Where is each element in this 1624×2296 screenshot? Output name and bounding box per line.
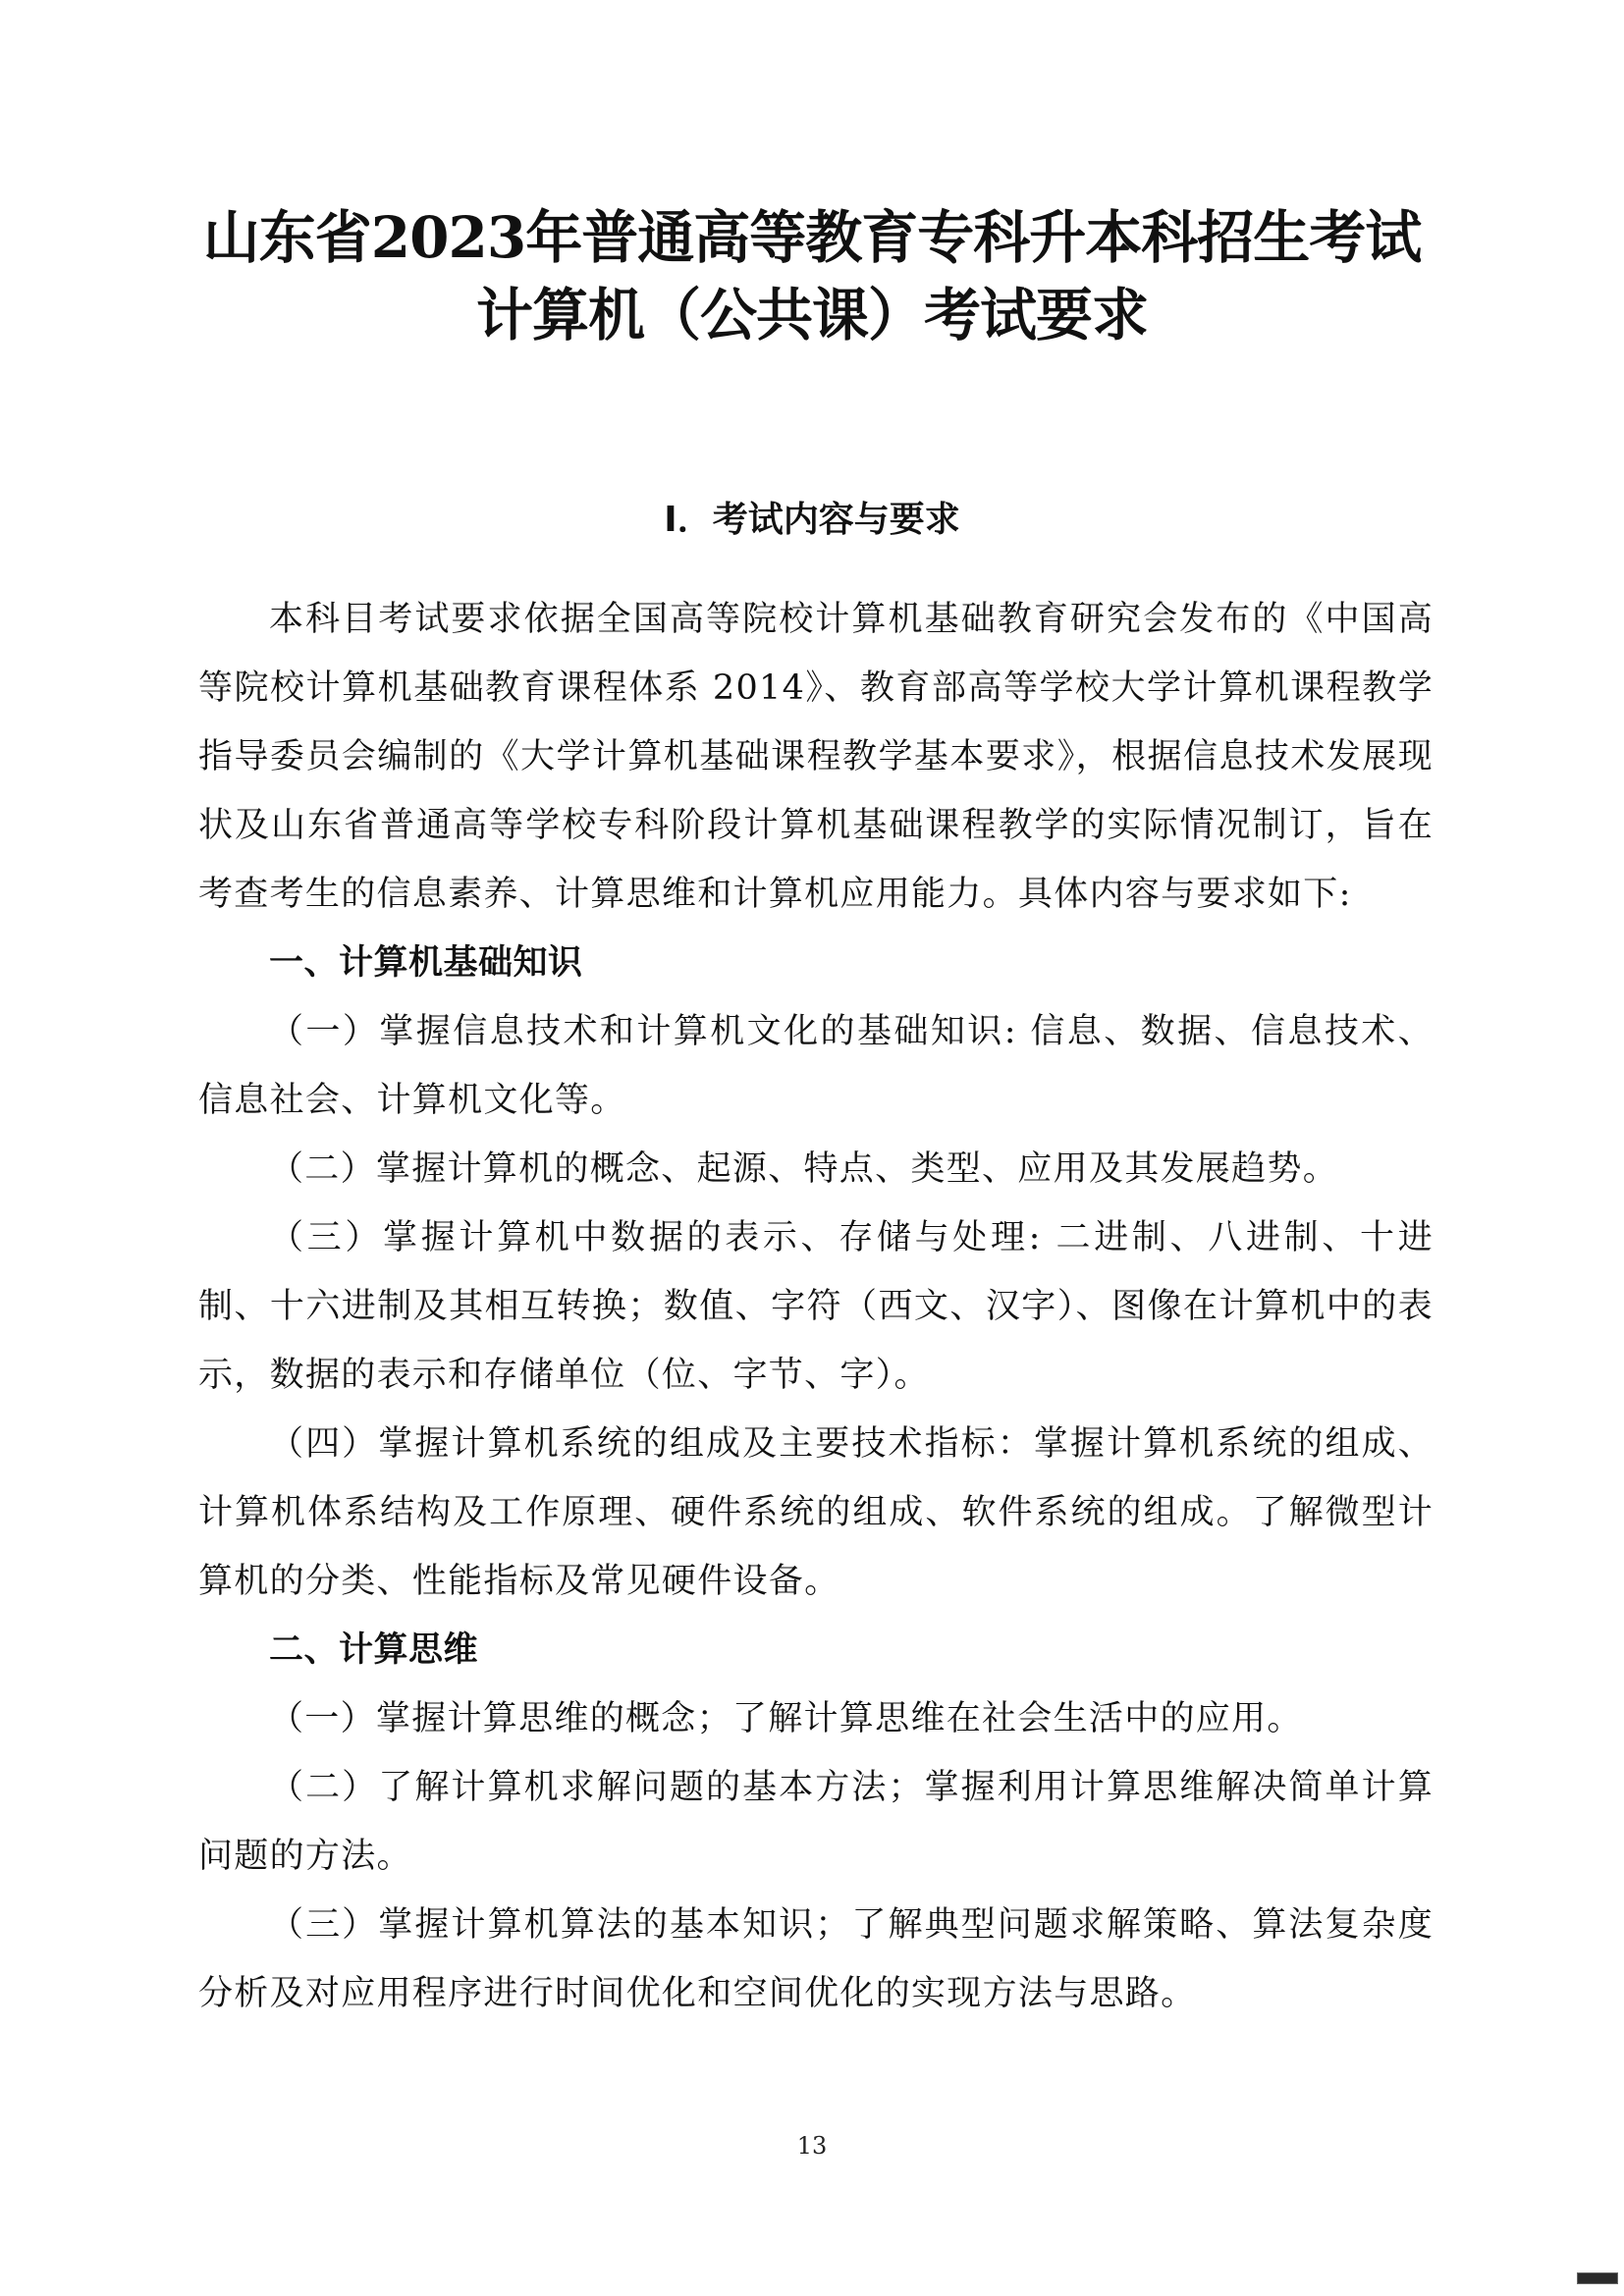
list-item-basics-4: （四）掌握计算机系统的组成及主要技术指标：掌握计算机系统的组成、计算机体系结构及工作原理、硬件系统的组成、软件系统的组成。了解微型计算机的分类、性能指标及常见硬件设备。 xyxy=(198,1424,1434,1601)
list-item-basics-1: （一）掌握信息技术和计算机文化的基础知识: 信息、数据、信息技术、信息社会、计算机文化等。 xyxy=(198,1012,1434,1120)
list-item-thinking-3: （三）掌握计算机算法的基本知识；了解典型问题求解策略、算法复杂度分析及对应用程序进行时间优化和空间优化的实现方法与思路。 xyxy=(198,1905,1434,2013)
document-title-line-1: 山东省2023年普通高等教育专科升本科招生考试 xyxy=(202,204,1422,271)
section-heading: I．考试内容与要求 xyxy=(664,500,960,540)
section-heading-basics: 一、计算机基础知识 xyxy=(269,943,583,983)
document-body xyxy=(198,585,1434,2028)
intro-paragraph: 本科目考试要求依据全国高等院校计算机基础教育研究会发布的《中国高等院校计算机基础教育课程体系 2014》、教育部高等学校大学计算机课程教学指导委员会编制的《大学计算机基础课程教学基本要求》，根据信息技术发展现状及山东省普通高等学校专科阶段计算机基础课程教学的实际情况制订，旨在考查考生的信息素养、计算思维和计算机应用能力。具体内容与要求如下: xyxy=(198,600,1434,914)
section-heading-thinking: 二、计算思维 xyxy=(269,1630,479,1670)
list-item-thinking-2: （二）了解计算机求解问题的基本方法；掌握利用计算思维解决简单计算问题的方法。 xyxy=(198,1768,1434,1876)
list-item-basics-2: （二）掌握计算机的概念、起源、特点、类型、应用及其发展趋势。 xyxy=(269,1149,1339,1189)
list-item-basics-3: （三）掌握计算机中数据的表示、存储与处理: 二进制、八进制、十进制、十六进制及其相互转换；数值、字符（西文、汉字）、图像在计算机中的表示，数据的表示和存储单位（位、字节、字）。 xyxy=(198,1218,1434,1395)
list-item-thinking-1: （一）掌握计算思维的概念；了解计算思维在社会生活中的应用。 xyxy=(269,1699,1303,1738)
page-number: 13 xyxy=(796,2132,828,2160)
document-title-line-2: 计算机（公共课）考试要求 xyxy=(475,282,1148,348)
watermark-logo-icon xyxy=(1577,2272,1618,2284)
